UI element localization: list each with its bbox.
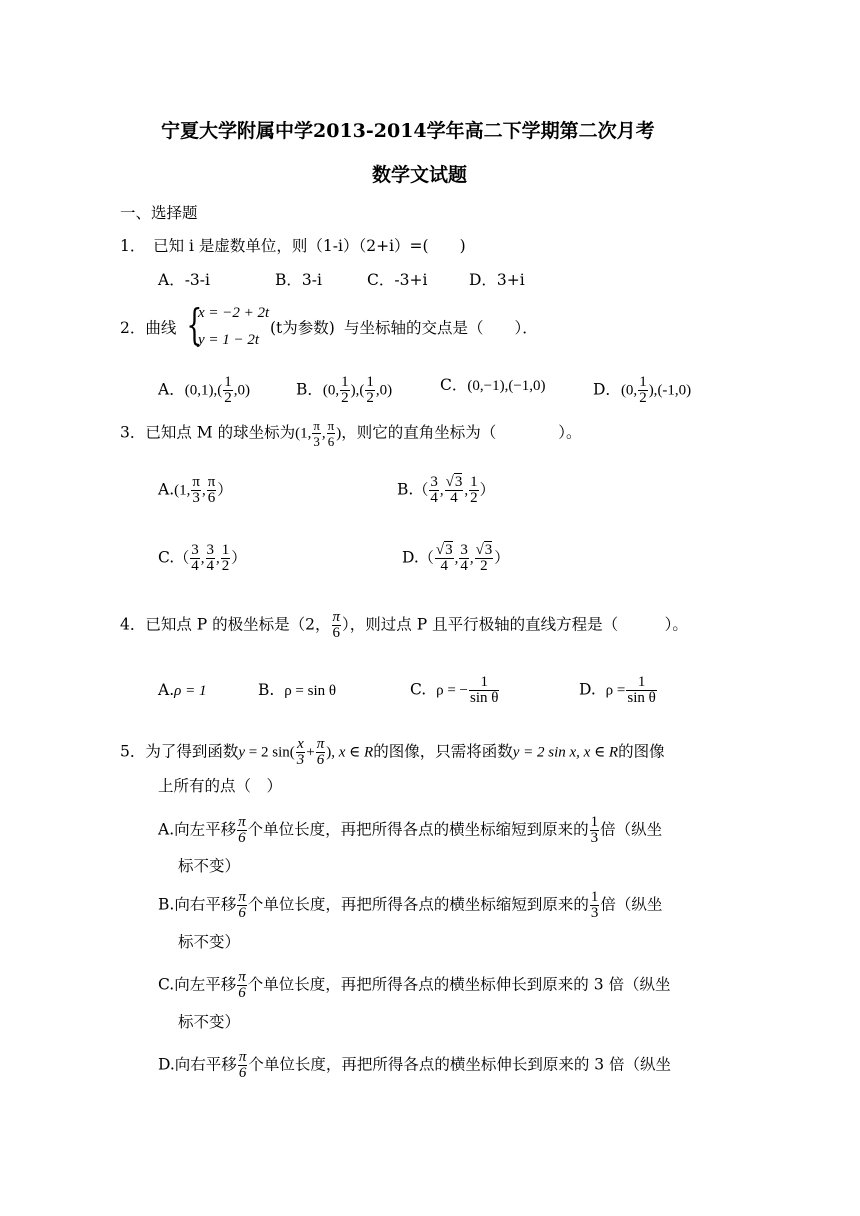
question-5-prefix: 5．为了得到函数	[120, 742, 239, 761]
question-5-option-a-mid: 个单位长度，再把所得各点的横坐标缩短到原来的	[247, 820, 589, 839]
question-3-option-c: C.（ $\frac{3}{4}$ , $\frac{3}{4}$ , $\frac{1}{2}$ ）	[158, 542, 247, 574]
question-2-option-d-label: D．	[593, 380, 621, 399]
question-5-middle: 的图像，只需将函数	[373, 742, 513, 761]
question-5-func2: y = 2 sin x, x ∈ R	[512, 744, 619, 761]
question-5-option-b-pre: B.向右平移	[158, 895, 237, 914]
question-4-option-c-math: ρ = −	[436, 682, 468, 699]
question-4-option-d-math: ρ =	[605, 682, 626, 699]
question-4-suffix: ），则过点 P 且平行极轴的直线方程是（ ）。	[342, 615, 688, 634]
question-2-param: (t为参数)	[270, 319, 335, 337]
question-4-option-a-math: ρ = 1	[174, 683, 207, 699]
question-3-option-d-label: D.	[402, 548, 419, 567]
question-2-prefix: 2．曲线	[120, 319, 177, 337]
question-1-option-a: A．-3-i	[158, 271, 210, 289]
question-5-option-b: B.向右平移 $\frac{\pi}{6}$ 个单位长度，再把所得各点的横坐标缩短到原来的 $\frac{1}{3}$ 倍（纵坐	[158, 889, 663, 921]
question-2-equation-x: x = −2 + 2t	[198, 305, 270, 321]
question-2-equation-y: y = 1 − 2t	[198, 332, 260, 348]
question-1-option-d: D．3+i	[469, 271, 525, 289]
question-4-option-b-label: B.	[258, 681, 275, 699]
question-5-option-b-cont: 标不变）	[178, 933, 241, 951]
question-5-stem: 5．为了得到函数y = 2 sin( $\frac{x}{3}$ + $\frac{\pi}{6}$ ), x ∈ R的图像，只需将函数y = 2 sin x, x ∈ R的图像	[120, 736, 665, 768]
question-5-option-a-pre: A.向左平移	[158, 820, 237, 839]
question-1-option-b: B．3-i	[275, 271, 322, 289]
question-4-stem: 4．已知点 P 的极坐标是（2， $\frac{\pi}{6}$ ），则过点 P 且平行极轴的直线方程是（ ）。	[120, 609, 688, 641]
question-4-option-d: D. ρ = $\frac{1}{\text{sin θ}}$	[579, 674, 656, 706]
question-5-option-c-pre: C.向左平移	[158, 975, 237, 994]
question-5-option-a: A.向左平移 $\frac{\pi}{6}$ 个单位长度，再把所得各点的横坐标缩短到原来的 $\frac{1}{3}$ 倍（纵坐	[158, 814, 663, 846]
question-4-option-b-math: ρ = sin θ	[284, 683, 337, 699]
question-5-option-d-pre: D.向右平移	[158, 1055, 237, 1074]
question-2-option-a-math: (0,1),(	[184, 382, 223, 399]
question-2-option-b: B．(0, $\frac{1}{2}$ ),( $\frac{1}{2}$ ,0)	[296, 374, 393, 406]
question-4-option-c-label: C.	[410, 680, 427, 699]
question-4-option-b	[258, 680, 336, 701]
question-2-option-a-label: A．	[158, 380, 185, 399]
question-3-option-a-label: A.	[158, 480, 175, 499]
question-2-option-c-math: (0,−1),(−1,0)	[467, 378, 546, 394]
question-4-prefix: 4．已知点 P 的极坐标是（2，	[120, 615, 331, 634]
question-5-suffix: 的图像	[618, 742, 665, 761]
question-4-option-c: C. ρ = − $\frac{1}{\text{sin θ}}$	[410, 674, 499, 706]
question-2-option-d: D．(0, $\frac{1}{2}$ ),(-1,0)	[593, 374, 692, 406]
page-subtitle: 数学文试题	[372, 164, 468, 186]
page-title: 宁夏大学附属中学2013-2014学年高二下学期第二次月考	[161, 120, 655, 142]
question-4-option-a-label: A.	[158, 681, 175, 699]
question-5-option-b-mid: 个单位长度，再把所得各点的横坐标缩短到原来的	[247, 895, 589, 914]
question-2-option-b-label: B．	[296, 380, 323, 399]
question-2-option-c	[440, 375, 546, 396]
question-3-suffix: ，则它的直角坐标为（ ）。	[341, 423, 582, 442]
question-5-option-d: D.向右平移 $\frac{\pi}{6}$ 个单位长度，再把所得各点的横坐标伸长到原来的 3 倍（纵坐	[158, 1049, 672, 1081]
question-5-option-c: C.向左平移 $\frac{\pi}{6}$ 个单位长度，再把所得各点的横坐标伸长到原来的 3 倍（纵坐	[158, 969, 671, 1001]
question-2-option-d-math: (-1,0)	[657, 382, 692, 399]
question-5-option-a-end: 倍（纵坐	[600, 820, 663, 839]
question-5-option-c-cont: 标不变）	[178, 1013, 241, 1031]
question-2-option-c-label: C．	[440, 376, 468, 394]
question-3-option-b: B.（ $\frac{3}{4}$ , $\frac{√3}{4}$ , $\frac{1}{2}$ ）	[397, 474, 495, 506]
question-5-option-b-end: 倍（纵坐	[600, 895, 663, 914]
question-3-option-b-label: B.	[397, 480, 414, 499]
question-3-stem: 3．已知点 M 的球坐标为(1, $\frac{\pi}{3}$ , $\frac{\pi}{6}$ )，则它的直角坐标为（ ）。	[120, 418, 582, 449]
question-3-option-c-label: C.	[158, 548, 175, 567]
section-heading: 一、选择题	[120, 204, 198, 222]
question-2-suffix: 与坐标轴的交点是（ ）．	[344, 319, 538, 337]
question-4-option-a	[158, 680, 206, 701]
question-3-prefix: 3．已知点 M 的球坐标为	[120, 423, 296, 442]
question-5-option-a-cont: 标不变）	[178, 857, 241, 875]
question-5-option-c-mid: 个单位长度，再把所得各点的横坐标伸长到原来的 3 倍（纵坐	[247, 975, 671, 994]
question-1-option-c: C．-3+i	[367, 271, 428, 289]
question-4-option-d-label: D.	[579, 680, 596, 699]
question-3-option-d: D.（ $\frac{√3}{4}$ , $\frac{3}{4}$ , $\frac{√3}{2}$ ）	[402, 542, 510, 574]
question-2-option-a: A．(0,1),( $\frac{1}{2}$ ,0)	[158, 374, 250, 406]
question-5-line-2: 上所有的点（ ）	[158, 777, 283, 795]
question-1-stem: 1． 已知 i 是虚数单位，则（1-i）（2+i）=( )	[120, 237, 466, 255]
question-5-option-d-mid: 个单位长度，再把所得各点的横坐标伸长到原来的 3 倍（纵坐	[248, 1055, 672, 1074]
question-2-brace: {	[186, 300, 203, 349]
question-3-option-a: A.(1, $\frac{\pi}{3}$ , $\frac{\pi}{6}$ ）	[158, 474, 233, 506]
